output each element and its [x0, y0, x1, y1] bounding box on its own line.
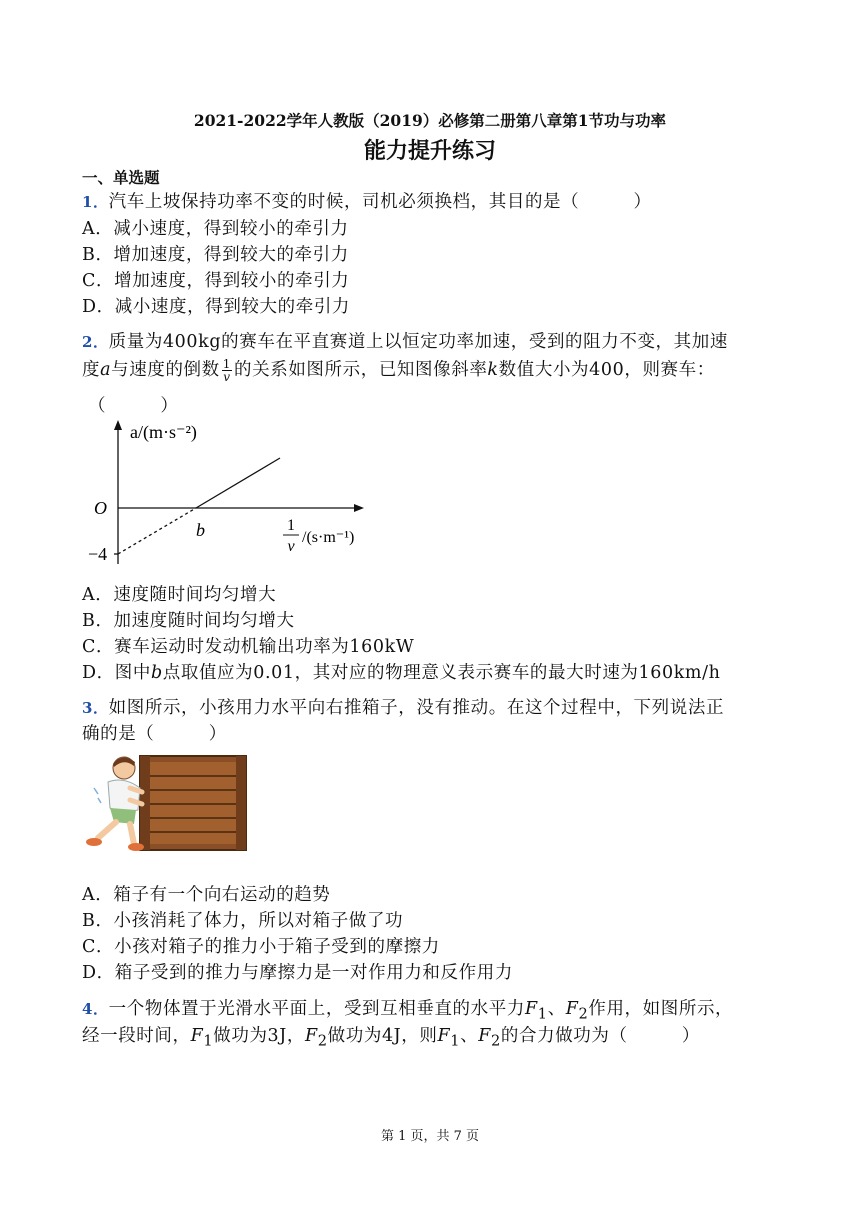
q2-stem-line1: [82, 328, 728, 353]
q4-stem-line1: [82, 995, 733, 1023]
q2-frac-den: v: [223, 370, 231, 384]
q4-text-2c: 做功为4J，则: [327, 1026, 438, 1046]
q4-number: 4．: [82, 1000, 109, 1018]
extrapolated-line: [118, 508, 196, 554]
q2-var-k: k: [487, 360, 499, 380]
origin-label: O: [94, 498, 107, 518]
q2-number: 2．: [82, 333, 109, 351]
q2-var-a: a: [100, 360, 112, 380]
q1-stem-text: 汽车上坡保持功率不变的时候，司机必须换档，其目的是（ ）: [108, 192, 652, 212]
q2-option-b: B．加速度随时间均匀增大: [82, 611, 295, 631]
q4-text-2b: 做功为3J，: [213, 1026, 305, 1046]
q1-option-d: D．减小速度，得到较大的牵引力: [82, 297, 351, 317]
q2-fraction: [222, 358, 232, 383]
document-title: 2021-2022学年人教版（2019）必修第二册第八章第1节功与功率: [193, 111, 667, 130]
q4-f2-c: F: [478, 1026, 491, 1046]
q4-f2: F: [565, 999, 579, 1019]
q4-f2-b: F: [305, 1026, 318, 1046]
q4-sep-b: 、: [460, 1026, 479, 1046]
q2-text-d: 数值大小为400，则赛车：: [498, 360, 715, 380]
q3-option-d: D．箱子受到的推力与摩擦力是一对作用力和反作用力: [82, 963, 513, 983]
x-axis-den: v: [287, 538, 295, 555]
q1-number: 1．: [82, 193, 109, 211]
q3-stem-line2: 确的是（ ）: [82, 724, 227, 744]
child-pushing-box-illustration: [84, 748, 254, 854]
q4-text-1b: 作用，如图所示，: [588, 999, 734, 1019]
y-axis-label: a/(m·s⁻²): [130, 422, 197, 442]
child-figure: [86, 757, 144, 851]
q3-option-a: A．箱子有一个向右运动的趋势: [82, 885, 331, 905]
q2-text-b: 与速度的倒数: [111, 360, 220, 380]
q3-stem-text1: 如图所示，小孩用力水平向右推箱子，没有推动。在这个过程中，下列说法正: [108, 698, 725, 718]
section-heading: 一、单选题: [82, 168, 160, 187]
q4-stem-line2: [82, 1022, 700, 1050]
q2-text-c: 的关系如图所示，已知图像斜率: [234, 360, 488, 380]
x-axis-arrow: [354, 504, 364, 512]
q1-option-b: B．增加速度，得到较大的牵引力: [82, 245, 349, 265]
q2-d-var-b: b: [150, 663, 163, 683]
q4-f2-sub: 2: [578, 1005, 589, 1023]
graph-line: [196, 458, 280, 508]
q2-d-text-c: 点取值应为0.01，其对应的物理意义表示赛车的最大时速为160km/h: [162, 663, 721, 683]
y-axis-arrow: [114, 420, 122, 430]
q3-option-b: B．小孩消耗了体力，所以对箱子做了功: [82, 911, 404, 931]
q4-f2-sub-b: 2: [317, 1032, 328, 1050]
document-subtitle: 能力提升练习: [363, 138, 496, 164]
q3-number: 3．: [82, 699, 109, 717]
q4-sep: 、: [547, 999, 566, 1019]
q3-option-c: C．小孩对箱子的推力小于箱子受到的摩擦力: [82, 937, 440, 957]
q2-stem-text1: 质量为400kg的赛车在平直赛道上以恒定功率加速，受到的阻力不变，其加速: [108, 332, 728, 352]
q2-option-d: [82, 659, 720, 684]
q2-d-text-a: D．图中: [82, 663, 151, 683]
q4-f1: F: [524, 999, 538, 1019]
q4-text-2d: 的合力做功为（ ）: [500, 1026, 700, 1046]
q4-text-1a: 一个物体置于光滑水平面上，受到互相垂直的水平力: [108, 999, 525, 1019]
q2-option-c: C．赛车运动时发动机输出功率为160kW: [82, 637, 415, 657]
x-axis-unit: /(s·m⁻¹): [302, 529, 355, 546]
q2-graph: [84, 418, 394, 568]
q4-f1-b: F: [190, 1026, 204, 1046]
q1-option-a: A．减小速度，得到较小的牵引力: [82, 219, 349, 239]
q2-option-a: A．速度随时间均匀增大: [82, 585, 277, 605]
q2-stem-line2: [82, 356, 715, 383]
b-label: b: [196, 520, 205, 540]
wooden-crate: [140, 756, 246, 850]
q4-f1-sub-c: 1: [450, 1032, 461, 1050]
q4-f1-c: F: [437, 1026, 451, 1046]
q1-stem: [82, 188, 652, 213]
minus4-label: −4: [88, 544, 108, 564]
q2-text-a: 度: [82, 360, 101, 380]
page-footer: 第 1 页，共 7 页: [380, 1129, 480, 1144]
x-axis-num: 1: [287, 517, 295, 534]
q2-stem-line3: （ ）: [88, 396, 179, 416]
q4-f1-sub-b: 1: [203, 1032, 214, 1050]
q4-text-2a: 经一段时间，: [82, 1026, 191, 1046]
q3-stem-line1: [82, 694, 724, 719]
q4-f2-sub-c: 2: [491, 1032, 501, 1050]
q2-frac-num: 1: [222, 357, 232, 371]
q1-option-c: C．增加速度，得到较小的牵引力: [82, 271, 350, 291]
q4-f1-sub: 1: [537, 1005, 548, 1023]
